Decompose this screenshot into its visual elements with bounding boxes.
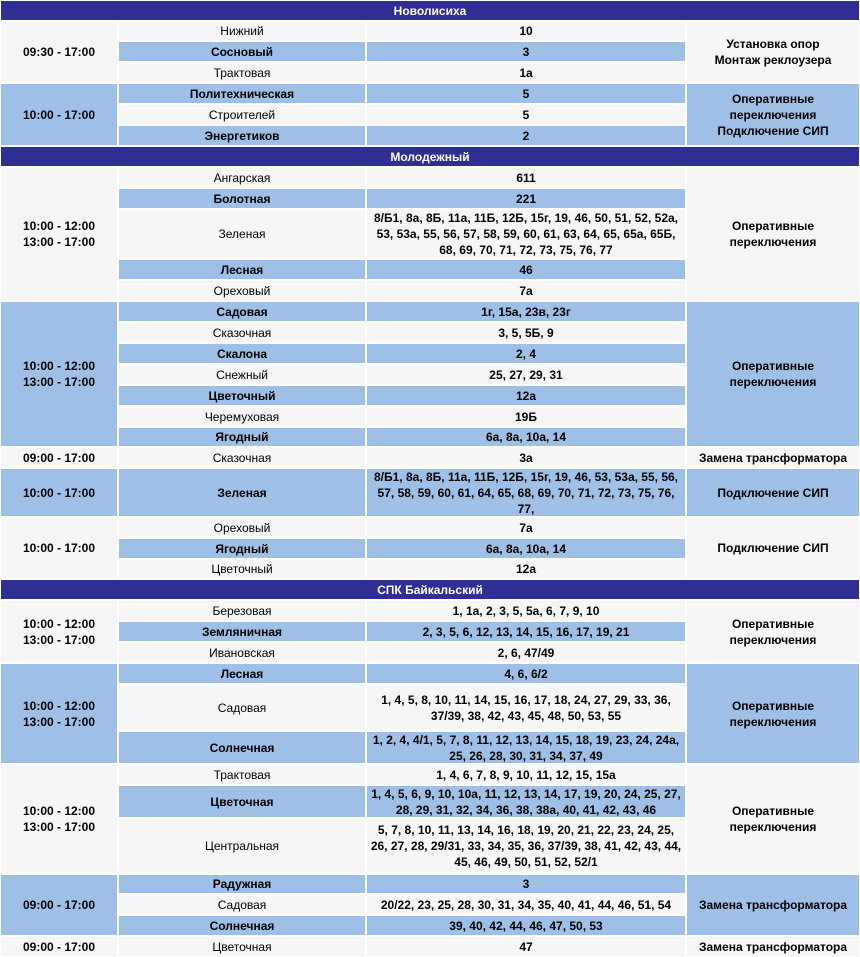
work-type-cell: Замена трансформатора <box>686 447 860 468</box>
houses-cell: 3а <box>366 447 686 468</box>
street-cell: Солнечная <box>118 731 366 764</box>
street-cell: Политехническая <box>118 83 366 104</box>
street-cell: Садовая <box>118 301 366 322</box>
work-type-cell: Оперативные переключения <box>686 301 860 447</box>
houses-cell: 39, 40, 42, 44, 46, 47, 50, 53 <box>366 915 686 936</box>
work-type-cell: Замена трансформатора <box>686 874 860 936</box>
work-type-cell: Замена трансформатора <box>686 936 860 957</box>
time-cell: 10:00 - 17:00 <box>0 468 118 517</box>
time-cell: 09:00 - 17:00 <box>0 936 118 957</box>
street-cell: Скалона <box>118 343 366 364</box>
street-cell: Цветочная <box>118 936 366 957</box>
street-cell: Болотная <box>118 188 366 209</box>
time-cell: 10:00 - 12:00 13:00 - 17:00 <box>0 764 118 874</box>
street-cell: Ягодный <box>118 427 366 447</box>
time-cell: 10:00 - 12:00 13:00 - 17:00 <box>0 301 118 447</box>
time-cell: 09:30 - 17:00 <box>0 21 118 83</box>
street-cell: Зеленая <box>118 209 366 259</box>
street-cell: Земляничная <box>118 621 366 642</box>
houses-cell: 1г, 15а, 23в, 23г <box>366 301 686 322</box>
houses-cell: 7а <box>366 517 686 538</box>
street-cell: Ивановская <box>118 642 366 663</box>
street-cell: Сказочная <box>118 322 366 343</box>
houses-cell: 3 <box>366 41 686 62</box>
street-cell: Снежный <box>118 364 366 385</box>
street-cell: Трактовая <box>118 62 366 83</box>
work-type-cell: Подключение СИП <box>686 517 860 579</box>
street-cell: Радужная <box>118 874 366 894</box>
work-type-cell: Оперативные переключения <box>686 600 860 663</box>
section-header: Молодежный <box>0 146 860 167</box>
street-cell: Цветочная <box>118 785 366 818</box>
houses-cell: 5 <box>366 83 686 104</box>
houses-cell: 7а <box>366 280 686 301</box>
time-cell: 10:00 - 17:00 <box>0 83 118 146</box>
houses-cell: 46 <box>366 259 686 280</box>
street-cell: Ангарская <box>118 167 366 188</box>
street-cell: Центральная <box>118 818 366 874</box>
houses-cell: 6а, 8а, 10а, 14 <box>366 538 686 559</box>
houses-cell: 5, 7, 8, 10, 11, 13, 14, 16, 18, 19, 20, 21, 22, 23, 24, 25, 26, 27, 28, 29/31, 33, 34, 35, 36, 37/39, 38, 41, 42, 43, 44, 45, 46, 49, 50, 51, 52, 52/1 <box>366 818 686 874</box>
street-cell: Сказочная <box>118 447 366 468</box>
work-type-cell: Оперативные переключения <box>686 663 860 764</box>
street-cell: Трактовая <box>118 764 366 785</box>
houses-cell: 1, 2, 4, 4/1, 5, 7, 8, 11, 12, 13, 14, 15, 18, 19, 23, 24, 24а, 25, 26, 28, 30, 31, 34, 37, 49 <box>366 731 686 764</box>
street-cell: Садовая <box>118 684 366 731</box>
houses-cell: 10 <box>366 21 686 41</box>
time-cell: 10:00 - 17:00 <box>0 517 118 579</box>
houses-cell: 1, 4, 5, 6, 9, 10, 10а, 11, 12, 13, 14, 17, 19, 20, 24, 25, 27, 28, 29, 31, 32, 34, 36, 38, 38а, 40, 41, 42, 43, 46 <box>366 785 686 818</box>
houses-cell: 8/Б1, 8а, 8Б, 11а, 11Б, 12Б, 15г, 19, 46, 50, 51, 52, 52а, 53, 53а, 55, 56, 57, 58, 59, 60, 61, 63, 64, 65, 65а, 65Б, 68, 69, 70, 71, 72, 73, 75, 76, 77 <box>366 209 686 259</box>
houses-cell: 2 <box>366 125 686 146</box>
street-cell: Строителей <box>118 104 366 125</box>
street-cell: Ягодный <box>118 538 366 559</box>
street-cell: Лесная <box>118 259 366 280</box>
houses-cell: 20/22, 23, 25, 28, 30, 31, 34, 35, 40, 41, 44, 46, 51, 54 <box>366 894 686 915</box>
street-cell: Садовая <box>118 894 366 915</box>
street-cell: Энергетиков <box>118 125 366 146</box>
section-header: Новолисиха <box>0 0 860 21</box>
houses-cell: 12а <box>366 385 686 406</box>
houses-cell: 8/Б1, 8а, 8Б, 11а, 11Б, 12Б, 15г, 19, 46, 53, 53а, 55, 56, 57, 58, 59, 60, 61, 64, 65, 68, 69, 70, 71, 72, 73, 75, 76, 77, <box>366 468 686 517</box>
street-cell: Солнечная <box>118 915 366 936</box>
houses-cell: 1, 4, 6, 7, 8, 9, 10, 11, 12, 15, 15а <box>366 764 686 785</box>
time-cell: 09:00 - 17:00 <box>0 874 118 936</box>
houses-cell: 1а <box>366 62 686 83</box>
houses-cell: 47 <box>366 936 686 957</box>
street-cell: Ореховый <box>118 517 366 538</box>
houses-cell: 12а <box>366 559 686 579</box>
street-cell: Березовая <box>118 600 366 621</box>
houses-cell: 611 <box>366 167 686 188</box>
work-type-cell: Оперативные переключения Подключение СИП <box>686 83 860 146</box>
street-cell: Сосновый <box>118 41 366 62</box>
houses-cell: 3 <box>366 874 686 894</box>
houses-cell: 19Б <box>366 406 686 427</box>
houses-cell: 25, 27, 29, 31 <box>366 364 686 385</box>
houses-cell: 2, 6, 47/49 <box>366 642 686 663</box>
work-type-cell: Оперативные переключения <box>686 167 860 301</box>
work-type-cell: Подключение СИП <box>686 468 860 517</box>
houses-cell: 4, 6, 6/2 <box>366 663 686 684</box>
houses-cell: 1, 1а, 2, 3, 5, 5а, 6, 7, 9, 10 <box>366 600 686 621</box>
work-type-cell: Установка опор Монтаж реклоузера <box>686 21 860 83</box>
time-cell: 09:00 - 17:00 <box>0 447 118 468</box>
street-cell: Нижний <box>118 21 366 41</box>
street-cell: Цветочный <box>118 385 366 406</box>
houses-cell: 5 <box>366 104 686 125</box>
houses-cell: 2, 3, 5, 6, 12, 13, 14, 15, 16, 17, 19, 21 <box>366 621 686 642</box>
houses-cell: 2, 4 <box>366 343 686 364</box>
section-header: СПК Байкальский <box>0 579 860 600</box>
time-cell: 10:00 - 12:00 13:00 - 17:00 <box>0 167 118 301</box>
houses-cell: 6а, 8а, 10а, 14 <box>366 427 686 447</box>
houses-cell: 221 <box>366 188 686 209</box>
houses-cell: 3, 5, 5Б, 9 <box>366 322 686 343</box>
time-cell: 10:00 - 12:00 13:00 - 17:00 <box>0 600 118 663</box>
houses-cell: 1, 4, 5, 8, 10, 11, 14, 15, 16, 17, 18, 24, 27, 29, 33, 36, 37/39, 38, 42, 43, 45, 48, 50, 53, 55 <box>366 684 686 731</box>
street-cell: Ореховый <box>118 280 366 301</box>
street-cell: Цветочный <box>118 559 366 579</box>
street-cell: Зеленая <box>118 468 366 517</box>
work-type-cell: Оперативные переключения <box>686 764 860 874</box>
street-cell: Черемуховая <box>118 406 366 427</box>
street-cell: Лесная <box>118 663 366 684</box>
time-cell: 10:00 - 12:00 13:00 - 17:00 <box>0 663 118 764</box>
